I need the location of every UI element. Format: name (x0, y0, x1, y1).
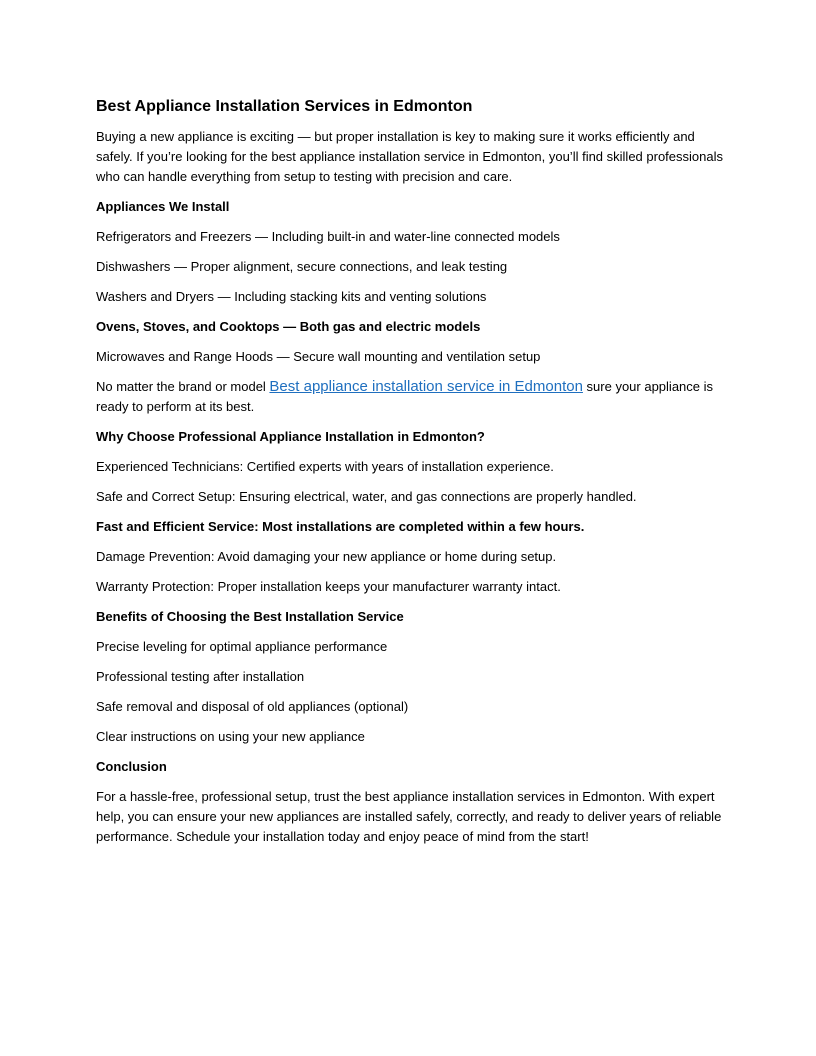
why-item-fast-service: Fast and Efficient Service: Most installations are completed within a few hours. (96, 519, 585, 534)
why-item-warranty: Warranty Protection: Proper installation keeps your manufacturer warranty intact. (96, 579, 561, 594)
page-title: Best Appliance Installation Services in Edmonton (96, 98, 473, 115)
benefit-item-testing: Professional testing after installation (96, 669, 305, 684)
brand-text-before: No matter the brand or model (96, 379, 270, 394)
install-item-microwaves: Microwaves and Range Hoods — Secure wall mounting and ventilation setup (96, 349, 541, 364)
install-heading: Appliances We Install (96, 199, 230, 214)
why-item-damage-prevention: Damage Prevention: Avoid damaging your new appliance or home during setup. (96, 549, 557, 564)
intro-paragraph: Buying a new appliance is exciting — but proper installation is key to making sure it works efficiently and safely. If you’re looking for the best appliance installation service in Edmonton, you’ll find skilled professionals who can handle everything from setup to testing with precision and care. (96, 129, 723, 184)
benefit-item-leveling: Precise leveling for optimal appliance performance (96, 639, 388, 654)
install-item-refrigerators: Refrigerators and Freezers — Including built-in and water-line connected models (96, 229, 560, 244)
conclusion-paragraph: For a hassle-free, professional setup, trust the best appliance installation services in Edmonton. With expert help, you can ensure your new appliances are installed safely, correctly, and ready to deliver years of reliable performance. Schedule your installation today and enjoy peace of mind from the start! (96, 789, 722, 844)
appliance-installation-link[interactable]: Best appliance installation service in Edmonton (269, 378, 583, 395)
why-item-technicians: Experienced Technicians: Certified experts with years of installation experience. (96, 459, 554, 474)
brand-paragraph (96, 377, 726, 417)
benefit-item-removal: Safe removal and disposal of old appliances (optional) (96, 699, 409, 714)
benefits-heading: Benefits of Choosing the Best Installation Service (96, 609, 404, 624)
why-heading: Why Choose Professional Appliance Installation in Edmonton? (96, 429, 485, 444)
conclusion-heading: Conclusion (96, 759, 167, 774)
install-item-ovens: Ovens, Stoves, and Cooktops — Both gas and electric models (96, 319, 481, 334)
document-page (96, 96, 726, 857)
benefit-item-instructions: Clear instructions on using your new appliance (96, 729, 365, 744)
install-item-washers-dryers: Washers and Dryers — Including stacking kits and venting solutions (96, 289, 487, 304)
install-item-dishwashers: Dishwashers — Proper alignment, secure connections, and leak testing (96, 259, 508, 274)
brand-text-after: sure your appliance is ready to perform at its best. (96, 379, 714, 414)
why-item-safe-setup: Safe and Correct Setup: Ensuring electrical, water, and gas connections are properly handled. (96, 489, 637, 504)
